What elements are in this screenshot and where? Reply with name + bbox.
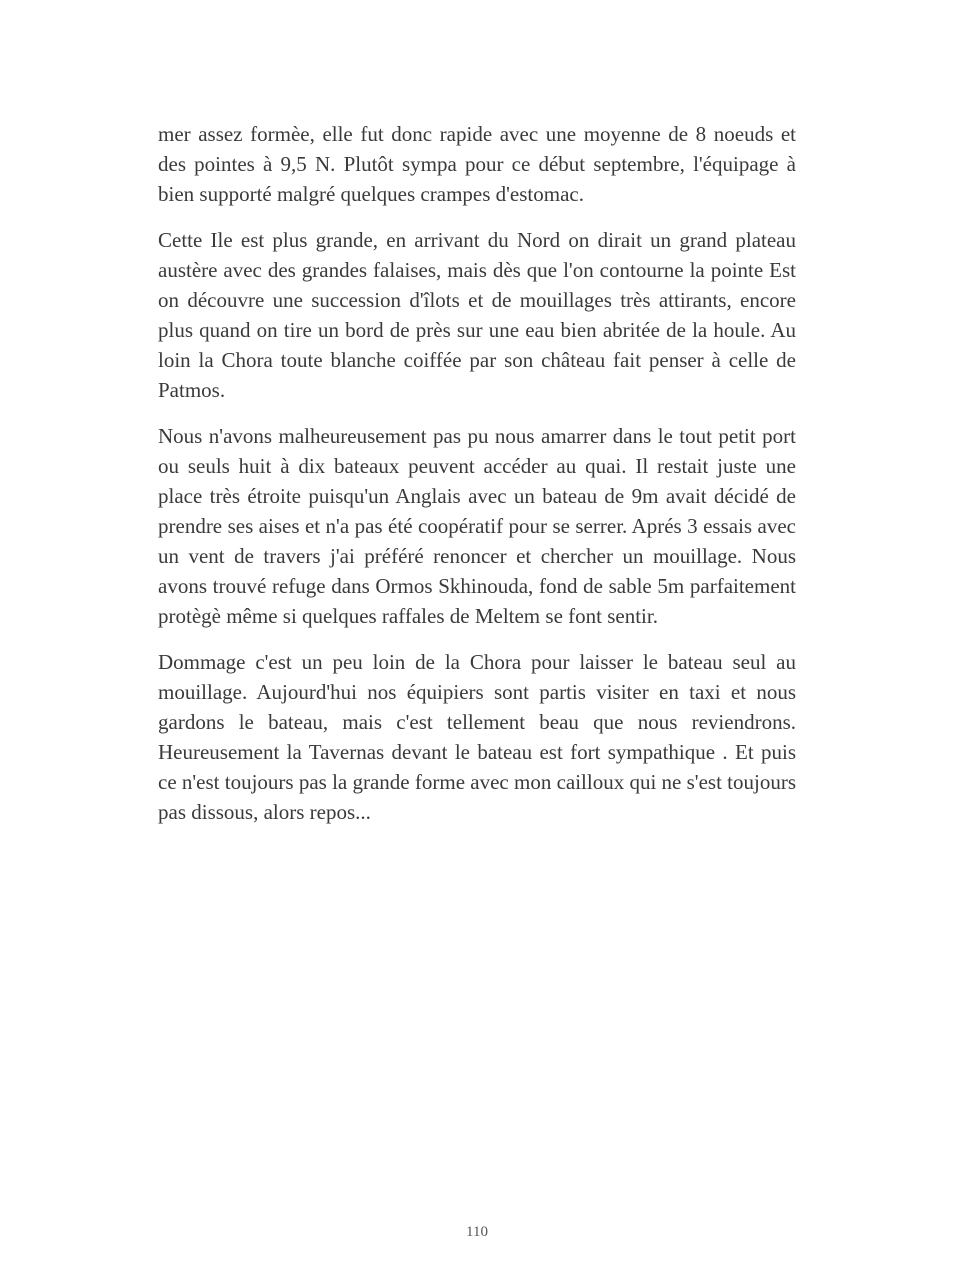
paragraph-2: Cette Ile est plus grande, en arrivant du Nord on dirait un grand plateau austère avec des grandes falaises, mais dès que l'on contourne la pointe Est on découvre une succession d'îlots et de mouillages très attirants, encore plus quand on tire un bord de près sur une eau bien abritée de la houle. Au loin la Chora toute blanche coiffée par son château fait penser à celle de Patmos. [158,228,796,402]
body-text [158,119,796,843]
paragraph-4: Dommage c'est un peu loin de la Chora pour laisser le bateau seul au mouillage. Aujourd'hui nos équipiers sont partis visiter en taxi et nous gardons le bateau, mais c'est tellement beau que nous reviendrons. Heureusement la Tavernas devant le bateau est fort sympathique . Et puis ce n'est toujours pas la grande forme avec mon cailloux qui ne s'est toujours pas dissous, alors repos... [158,650,796,824]
paragraph-1: mer assez formèe, elle fut donc rapide avec une moyenne de 8 noeuds et des pointes à 9,5 N. Plutôt sympa pour ce début septembre, l'équipage à bien supporté malgré quelques crampes d'estomac. [158,122,796,206]
paragraph-3: Nous n'avons malheureusement pas pu nous amarrer dans le tout petit port ou seuls huit à dix bateaux peuvent accéder au quai. Il restait juste une place très étroite puisqu'un Anglais avec un bateau de 9m avait décidé de prendre ses aises et n'a pas été coopératif pour se serrer. Aprés 3 essais avec un vent de travers j'ai préféré renoncer et chercher un mouillage. Nous avons trouvé refuge dans Ormos Skhinouda, fond de sable 5m parfaitement protègè même si quelques raffales de Meltem se font sentir. [158,424,796,628]
page-number: 110 [466,1224,488,1240]
